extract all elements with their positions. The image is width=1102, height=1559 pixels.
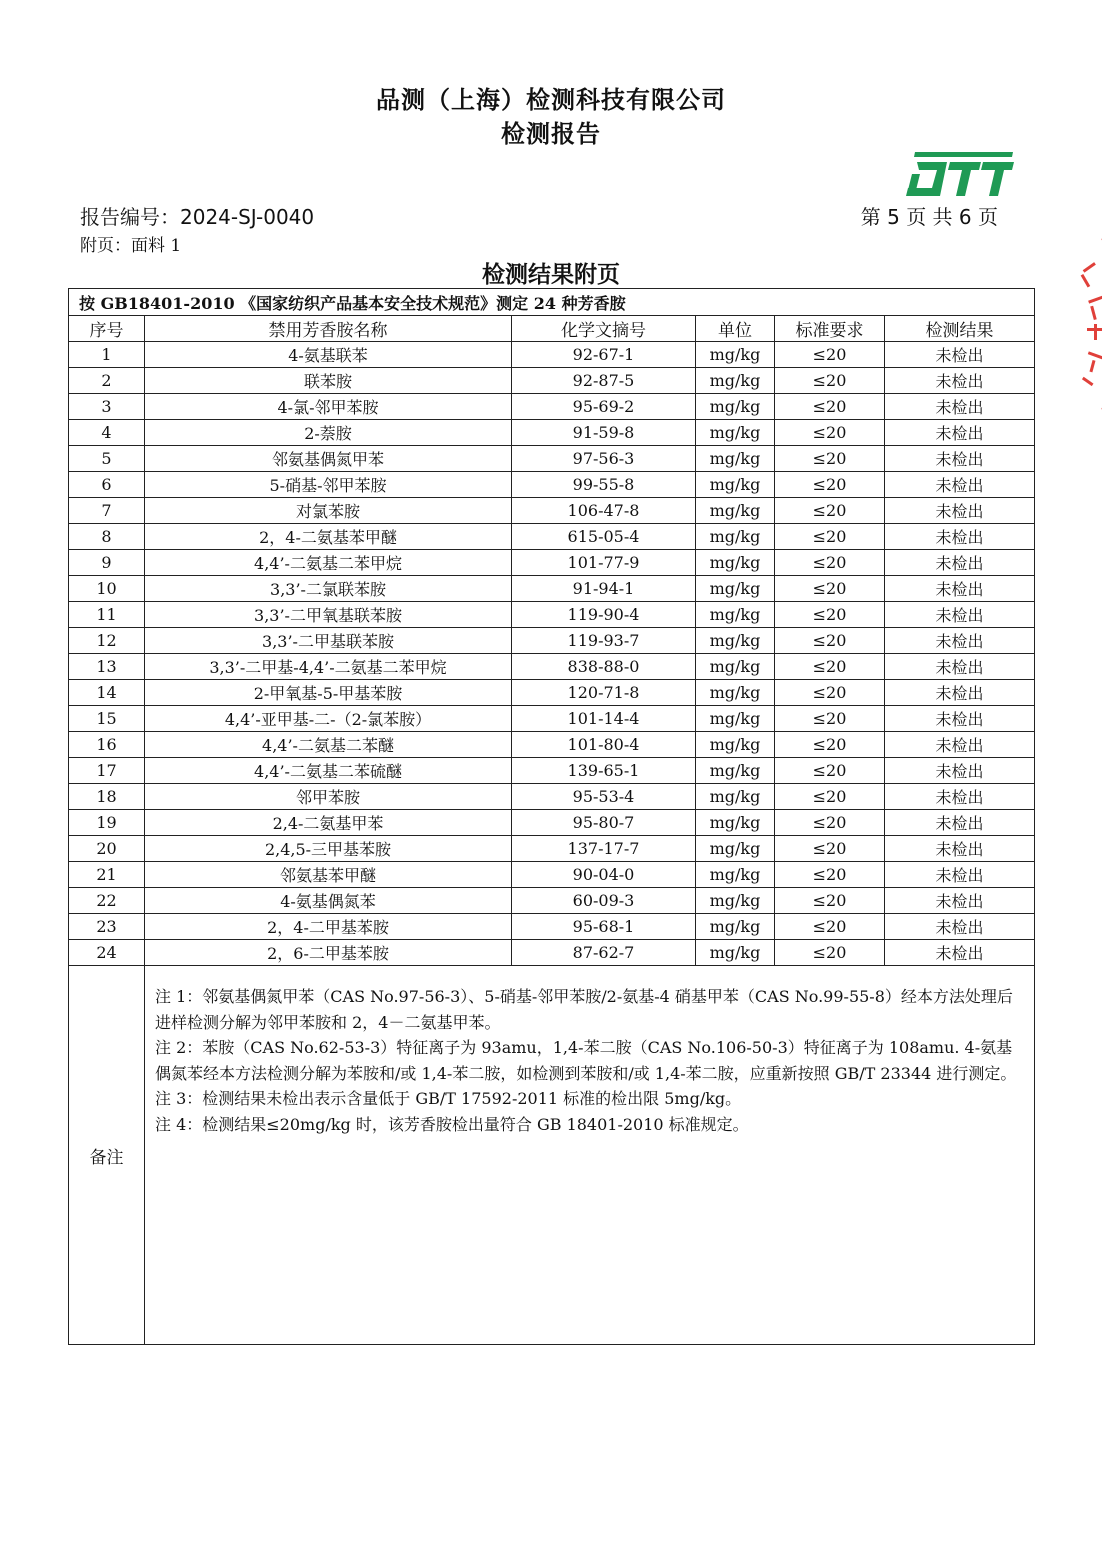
column-header-index: 序号	[69, 316, 145, 342]
cell-amine-name: 4-氯-邻甲苯胺	[145, 394, 512, 420]
cell-requirement: ≤20	[775, 472, 885, 498]
table-row	[69, 342, 1035, 368]
cell-unit: mg/kg	[696, 758, 775, 784]
attachment-label: 附页：面料 1	[80, 236, 182, 256]
cell-index: 3	[69, 394, 145, 420]
cell-amine-name: 2,4,5-三甲基苯胺	[145, 836, 512, 862]
cell-requirement: ≤20	[775, 758, 885, 784]
cell-cas-number: 95-68-1	[512, 914, 696, 940]
cell-requirement: ≤20	[775, 394, 885, 420]
cell-requirement: ≤20	[775, 680, 885, 706]
cell-requirement: ≤20	[775, 524, 885, 550]
cell-index: 9	[69, 550, 145, 576]
cell-requirement: ≤20	[775, 446, 885, 472]
cell-unit: mg/kg	[696, 368, 775, 394]
cell-unit: mg/kg	[696, 732, 775, 758]
table-row	[69, 706, 1035, 732]
cell-unit: mg/kg	[696, 524, 775, 550]
cell-cas-number: 615-05-4	[512, 524, 696, 550]
cell-cas-number: 101-80-4	[512, 732, 696, 758]
cell-requirement: ≤20	[775, 576, 885, 602]
cell-unit: mg/kg	[696, 888, 775, 914]
cell-requirement: ≤20	[775, 810, 885, 836]
cell-result: 未检出	[885, 602, 1035, 628]
cell-amine-name: 邻甲苯胺	[145, 784, 512, 810]
qtt-logo-icon	[903, 150, 1015, 198]
cell-cas-number: 101-14-4	[512, 706, 696, 732]
page-suffix: 页	[978, 205, 998, 229]
cell-result: 未检出	[885, 758, 1035, 784]
cell-amine-name: 4-氨基联苯	[145, 342, 512, 368]
table-row	[69, 914, 1035, 940]
table-row	[69, 654, 1035, 680]
column-header-result: 检测结果	[885, 316, 1035, 342]
cell-requirement: ≤20	[775, 420, 885, 446]
table-row	[69, 420, 1035, 446]
cell-requirement: ≤20	[775, 836, 885, 862]
cell-cas-number: 139-65-1	[512, 758, 696, 784]
cell-cas-number: 119-90-4	[512, 602, 696, 628]
red-seal-stamp-icon	[1074, 232, 1102, 417]
cell-result: 未检出	[885, 472, 1035, 498]
page-prefix: 第	[860, 205, 881, 229]
note-1: 注 1：邻氨基偶氮甲苯（CAS No.97-56-3）、5-硝基-邻甲苯胺/2-氨基-4 硝基甲苯（CAS No.99-55-8）经本方法处理后进样检测分解为邻甲苯胺和 2，4－二氨基甲苯。	[155, 987, 1013, 1032]
table-row	[69, 446, 1035, 472]
cell-requirement: ≤20	[775, 862, 885, 888]
cell-result: 未检出	[885, 680, 1035, 706]
table-caption: 按 GB18401-2010 《国家纺织产品基本安全技术规范》测定 24 种芳香胺	[69, 289, 1035, 316]
cell-index: 10	[69, 576, 145, 602]
cell-cas-number: 101-77-9	[512, 550, 696, 576]
cell-amine-name: 联苯胺	[145, 368, 512, 394]
cell-result: 未检出	[885, 862, 1035, 888]
cell-unit: mg/kg	[696, 602, 775, 628]
cell-unit: mg/kg	[696, 914, 775, 940]
cell-unit: mg/kg	[696, 810, 775, 836]
cell-requirement: ≤20	[775, 368, 885, 394]
table-row	[69, 524, 1035, 550]
cell-index: 2	[69, 368, 145, 394]
column-header-amine-name: 禁用芳香胺名称	[145, 316, 512, 342]
cell-result: 未检出	[885, 368, 1035, 394]
table-row	[69, 862, 1035, 888]
report-number-value: 2024-SJ-0040	[180, 205, 315, 229]
cell-cas-number: 838-88-0	[512, 654, 696, 680]
cell-cas-number: 137-17-7	[512, 836, 696, 862]
cell-index: 5	[69, 446, 145, 472]
cell-requirement: ≤20	[775, 602, 885, 628]
cell-result: 未检出	[885, 576, 1035, 602]
cell-amine-name: 对氯苯胺	[145, 498, 512, 524]
notes-label: 备注	[69, 966, 145, 1345]
cell-index: 13	[69, 654, 145, 680]
cell-cas-number: 92-67-1	[512, 342, 696, 368]
cell-cas-number: 91-94-1	[512, 576, 696, 602]
cell-unit: mg/kg	[696, 628, 775, 654]
cell-amine-name: 2,4-二氨基甲苯	[145, 810, 512, 836]
cell-requirement: ≤20	[775, 888, 885, 914]
table-caption-row	[69, 289, 1035, 316]
cell-amine-name: 3,3’-二甲基联苯胺	[145, 628, 512, 654]
cell-result: 未检出	[885, 706, 1035, 732]
cell-index: 21	[69, 862, 145, 888]
cell-index: 1	[69, 342, 145, 368]
cell-cas-number: 60-09-3	[512, 888, 696, 914]
cell-cas-number: 92-87-5	[512, 368, 696, 394]
cell-requirement: ≤20	[775, 784, 885, 810]
cell-index: 23	[69, 914, 145, 940]
cell-cas-number: 120-71-8	[512, 680, 696, 706]
cell-result: 未检出	[885, 914, 1035, 940]
notes-row	[69, 966, 1035, 1345]
table-row	[69, 784, 1035, 810]
cell-index: 24	[69, 940, 145, 966]
cell-amine-name: 4,4’-二氨基二苯醚	[145, 732, 512, 758]
cell-index: 22	[69, 888, 145, 914]
cell-cas-number: 99-55-8	[512, 472, 696, 498]
table-row	[69, 602, 1035, 628]
note-3: 注 3：检测结果未检出表示含量低于 GB/T 17592-2011 标准的检出限 5mg/kg。	[155, 1089, 742, 1109]
cell-index: 12	[69, 628, 145, 654]
cell-result: 未检出	[885, 446, 1035, 472]
cell-index: 11	[69, 602, 145, 628]
page-total: 6	[958, 205, 972, 229]
cell-requirement: ≤20	[775, 550, 885, 576]
table-row	[69, 628, 1035, 654]
report-title: 检测报告	[501, 119, 601, 148]
cell-result: 未检出	[885, 394, 1035, 420]
cell-amine-name: 3,3’-二甲基-4,4’-二氨基二苯甲烷	[145, 654, 512, 680]
cell-amine-name: 4,4’-亚甲基-二-（2-氯苯胺）	[145, 706, 512, 732]
cell-result: 未检出	[885, 420, 1035, 446]
cell-cas-number: 95-69-2	[512, 394, 696, 420]
cell-cas-number: 87-62-7	[512, 940, 696, 966]
cell-result: 未检出	[885, 732, 1035, 758]
cell-result: 未检出	[885, 498, 1035, 524]
cell-unit: mg/kg	[696, 706, 775, 732]
table-row	[69, 836, 1035, 862]
cell-amine-name: 4,4’-二氨基二苯硫醚	[145, 758, 512, 784]
note-2: 注 2：苯胺（CAS No.62-53-3）特征离子为 93amu，1,4-苯二胺（CAS No.106-50-3）特征离子为 108amu. 4-氨基偶氮苯经本方法检测分解为苯胺和/或 1,4-苯二胺，如检测到苯胺和/或 1,4-苯二胺，应重新按照 GB/T 23344 进行测定。	[155, 1038, 1017, 1083]
cell-requirement: ≤20	[775, 342, 885, 368]
table-header-row	[69, 316, 1035, 342]
cell-amine-name: 4-氨基偶氮苯	[145, 888, 512, 914]
cell-requirement: ≤20	[775, 940, 885, 966]
cell-amine-name: 2-萘胺	[145, 420, 512, 446]
cell-index: 18	[69, 784, 145, 810]
column-header-requirement: 标准要求	[775, 316, 885, 342]
cell-unit: mg/kg	[696, 680, 775, 706]
cell-cas-number: 106-47-8	[512, 498, 696, 524]
page-current: 5	[887, 205, 900, 229]
cell-amine-name: 3,3’-二氯联苯胺	[145, 576, 512, 602]
cell-result: 未检出	[885, 654, 1035, 680]
cell-cas-number: 97-56-3	[512, 446, 696, 472]
cell-unit: mg/kg	[696, 784, 775, 810]
notes-body	[145, 966, 1035, 1345]
table-row	[69, 810, 1035, 836]
table-row	[69, 576, 1035, 602]
cell-cas-number: 95-53-4	[512, 784, 696, 810]
table-row	[69, 550, 1035, 576]
cell-result: 未检出	[885, 550, 1035, 576]
column-header-unit: 单位	[696, 316, 775, 342]
cell-amine-name: 2，4-二甲基苯胺	[145, 914, 512, 940]
cell-unit: mg/kg	[696, 862, 775, 888]
cell-index: 20	[69, 836, 145, 862]
cell-result: 未检出	[885, 784, 1035, 810]
section-title: 检测结果附页	[482, 261, 620, 288]
cell-unit: mg/kg	[696, 472, 775, 498]
report-number-label: 报告编号：	[80, 205, 180, 229]
cell-cas-number: 91-59-8	[512, 420, 696, 446]
cell-cas-number: 119-93-7	[512, 628, 696, 654]
aromatic-amine-results-table	[68, 288, 1035, 1345]
cell-amine-name: 5-硝基-邻甲苯胺	[145, 472, 512, 498]
cell-requirement: ≤20	[775, 654, 885, 680]
cell-index: 8	[69, 524, 145, 550]
cell-requirement: ≤20	[775, 732, 885, 758]
page-indicator	[861, 201, 998, 230]
table-row	[69, 680, 1035, 706]
cell-index: 7	[69, 498, 145, 524]
cell-unit: mg/kg	[696, 446, 775, 472]
cell-requirement: ≤20	[775, 706, 885, 732]
cell-index: 4	[69, 420, 145, 446]
cell-index: 17	[69, 758, 145, 784]
cell-amine-name: 邻氨基苯甲醚	[145, 862, 512, 888]
cell-cas-number: 95-80-7	[512, 810, 696, 836]
cell-result: 未检出	[885, 342, 1035, 368]
table-row	[69, 758, 1035, 784]
cell-unit: mg/kg	[696, 420, 775, 446]
cell-result: 未检出	[885, 888, 1035, 914]
cell-index: 15	[69, 706, 145, 732]
cell-amine-name: 4,4’-二氨基二苯甲烷	[145, 550, 512, 576]
cell-requirement: ≤20	[775, 914, 885, 940]
cell-unit: mg/kg	[696, 836, 775, 862]
company-name: 品测（上海）检测科技有限公司	[376, 85, 726, 114]
cell-unit: mg/kg	[696, 550, 775, 576]
cell-unit: mg/kg	[696, 498, 775, 524]
cell-amine-name: 邻氨基偶氮甲苯	[145, 446, 512, 472]
cell-unit: mg/kg	[696, 654, 775, 680]
cell-unit: mg/kg	[696, 576, 775, 602]
table-row	[69, 732, 1035, 758]
cell-amine-name: 3,3’-二甲氧基联苯胺	[145, 602, 512, 628]
cell-unit: mg/kg	[696, 940, 775, 966]
cell-amine-name: 2，6-二甲基苯胺	[145, 940, 512, 966]
cell-requirement: ≤20	[775, 628, 885, 654]
cell-amine-name: 2，4-二氨基苯甲醚	[145, 524, 512, 550]
table-row	[69, 888, 1035, 914]
note-4: 注 4：检测结果≤20mg/kg 时，该芳香胺检出量符合 GB 18401-2010 标准规定。	[155, 1114, 749, 1134]
table-row	[69, 472, 1035, 498]
cell-index: 6	[69, 472, 145, 498]
cell-requirement: ≤20	[775, 498, 885, 524]
cell-index: 19	[69, 810, 145, 836]
cell-cas-number: 90-04-0	[512, 862, 696, 888]
cell-result: 未检出	[885, 524, 1035, 550]
page-mid: 页 共	[906, 205, 953, 229]
report-number	[80, 201, 314, 230]
cell-unit: mg/kg	[696, 394, 775, 420]
cell-index: 16	[69, 732, 145, 758]
cell-result: 未检出	[885, 628, 1035, 654]
cell-result: 未检出	[885, 836, 1035, 862]
cell-unit: mg/kg	[696, 342, 775, 368]
cell-index: 14	[69, 680, 145, 706]
cell-amine-name: 2-甲氧基-5-甲基苯胺	[145, 680, 512, 706]
cell-result: 未检出	[885, 810, 1035, 836]
table-row	[69, 940, 1035, 966]
column-header-cas-number: 化学文摘号	[512, 316, 696, 342]
table-row	[69, 394, 1035, 420]
table-row	[69, 368, 1035, 394]
cell-result: 未检出	[885, 940, 1035, 966]
table-row	[69, 498, 1035, 524]
